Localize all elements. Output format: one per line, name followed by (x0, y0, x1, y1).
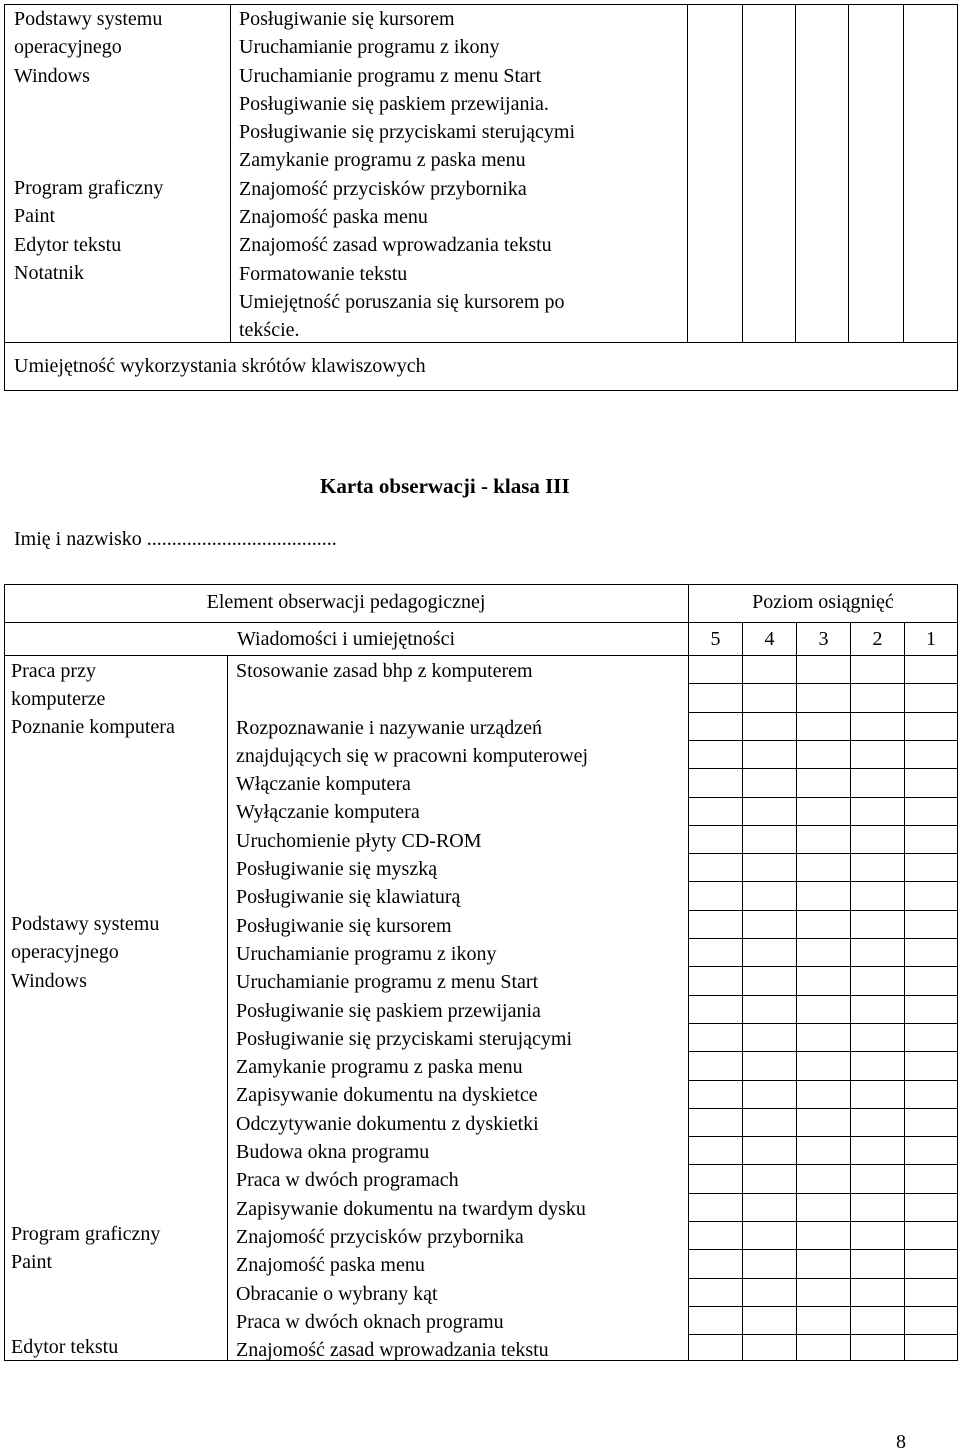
skill-item: Znajomość zasad wprowadzania tekstu (236, 1339, 549, 1362)
row-divider (688, 853, 958, 854)
row-divider (688, 1221, 958, 1222)
header-element: Element obserwacji pedagogicznej (206, 591, 486, 613)
row-divider (688, 1080, 958, 1081)
skill-item: Posługiwanie się klawiaturą (236, 886, 461, 909)
category-poznanie-komputera: Poznanie komputera (11, 716, 175, 738)
continuation-category-paint: Program graficzny Paint (14, 177, 164, 228)
skill-item: Posługiwanie się kursorem (236, 914, 452, 937)
skill-item: Uruchamianie programu z ikony (236, 942, 497, 965)
skill-item: Znajomość paska menu (236, 1254, 425, 1277)
skill-item: Posługiwanie się paskiem przewijania (236, 999, 541, 1022)
row-divider (688, 768, 958, 769)
row-divider (688, 1334, 958, 1335)
row-divider (688, 1108, 958, 1109)
row-divider (688, 966, 958, 967)
skill-item: znajdujących się w pracowni komputerowej (236, 744, 589, 767)
row-divider (688, 1164, 958, 1165)
continuation-bottom-skill: Umiejętność wykorzystania skrótów klawiszowych (14, 355, 426, 377)
skill-item: Praca w dwóch oknach programu (236, 1310, 504, 1333)
skill-item: Uruchamianie programu z menu Start (236, 971, 539, 994)
skill-item: Posługiwanie się przyciskami sterującymi (236, 1027, 573, 1050)
skill-item: Obracanie o wybrany kąt (236, 1282, 438, 1305)
category-windows: Podstawy systemu operacyjnego Windows (11, 913, 160, 992)
row-divider (688, 995, 958, 996)
skill-item: Budowa okna programu (236, 1141, 430, 1164)
row-divider (688, 825, 958, 826)
page-number: 8 (896, 1431, 906, 1453)
skill-item: Rozpoznawanie i nazywanie urządzeń (236, 716, 542, 739)
row-divider (688, 740, 958, 741)
continuation-category-windows: Podstawy systemu operacyjnego Windows (14, 8, 163, 87)
category-paint: Program graficzny Paint (11, 1223, 161, 1274)
skill-item: Posługiwanie się myszką (236, 858, 438, 881)
skill-item: Wyłączanie komputera (236, 801, 420, 824)
skills-list (236, 657, 588, 1364)
skill-item: Odczytywanie dokumentu z dyskietki (236, 1112, 539, 1135)
row-divider (688, 881, 958, 882)
row-divider (688, 1278, 958, 1279)
page-title: Karta obserwacji - klasa III (320, 474, 570, 498)
row-divider (688, 1136, 958, 1137)
skill-item: Uruchomienie płyty CD-ROM (236, 829, 482, 852)
level-3: 3 (818, 628, 829, 650)
level-2: 2 (872, 628, 883, 650)
level-5: 5 (710, 628, 721, 650)
row-divider (688, 1249, 958, 1250)
row-divider (688, 683, 958, 684)
continuation-category-notepad: Edytor tekstu Notatnik (14, 234, 122, 285)
skill-item (236, 685, 588, 713)
subheader-skills: Wiadomości i umiejętności (236, 628, 456, 650)
skill-item: Praca w dwóch programach (236, 1169, 459, 1192)
category-praca-przy-komputerze: Praca przy komputerze (11, 660, 106, 711)
row-divider (688, 1051, 958, 1052)
row-divider (688, 1306, 958, 1307)
row-divider (688, 712, 958, 713)
skill-item: Zapisywanie dokumentu na dyskietce (236, 1084, 538, 1107)
skill-item: Zamykanie programu z paska menu (236, 1056, 523, 1079)
level-4: 4 (764, 628, 775, 650)
skill-item: Włączanie komputera (236, 773, 411, 796)
category-edytor-tekstu: Edytor tekstu (11, 1336, 119, 1358)
level-1: 1 (926, 628, 936, 650)
row-divider (688, 938, 958, 939)
row-divider (688, 797, 958, 798)
skill-item: Znajomość przycisków przybornika (236, 1225, 524, 1248)
continuation-skills-list: Posługiwanie się kursorem Uruchamianie programu z ikony Uruchamianie programu z menu Start Posługiwanie się paskiem przewijania. Posługiwanie się przyciskami sterującymi Zamykanie programu z paska menu Znajomość przycisków przybornika Znajomość paska menu Znajomość zasad wprowadzania tekstu Formatowanie tekstu Umiejętność poruszania się kursorem po tekście. (239, 8, 576, 342)
header-level: Poziom osiągnięć (752, 591, 894, 613)
student-name-label: Imię i nazwisko ...................................... (14, 528, 337, 550)
skill-item: Stosowanie zasad bhp z komputerem (236, 660, 533, 682)
row-divider (688, 910, 958, 911)
row-divider (688, 1023, 958, 1024)
row-divider (688, 1193, 958, 1194)
skill-item: Zapisywanie dokumentu na twardym dysku (236, 1197, 586, 1220)
